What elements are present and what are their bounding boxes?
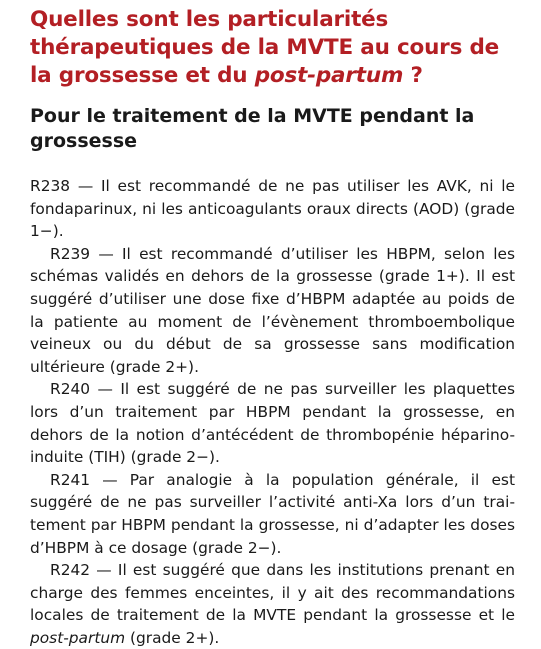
recommendation-text: Il est suggéré que dans les institutions prenant en charge des femmes enceintes, il y ait des recommandations locales de traitement de la MVTE pendant la grossesse et le [30, 561, 515, 625]
recommendation-text: Il est recommandé de ne pas utiliser les AVK, ni le fondaparinux, ni les anticoagulants oraux directs (AOD) (grade 1−). [30, 177, 515, 241]
recommendation-code: R239 [50, 244, 91, 263]
recommendations-body [30, 175, 515, 649]
recommendation-r239 [30, 243, 515, 379]
recommendation-text: Il est suggéré de ne pas surveiller les plaquettes lors d’un traitement par HBPM pendant la grossesse, en dehors de la notion d’antécédent de thrombopénie héparino-induite (TIH) (grade 2−). [30, 380, 515, 467]
recommendation-code: R242 [50, 561, 91, 580]
recommendation-separator: — [102, 470, 118, 489]
recommendation-text: Il est recommandé d’utiliser les HBPM, selon les schémas validés en dehors de la grossesse (grade 1+). Il est suggéré d’utiliser une dose fixe d’HBPM adaptée au poids de la patiente au moment de l’évènement thromboembolique veineux ou du début de sa grossesse sans modification ultérieure (grade 2+). [30, 244, 515, 376]
question-title-text: Quelles sont les particularités thérapeutiques de la MVTE au cours de la grossesse et du [30, 7, 500, 88]
question-title [30, 6, 515, 90]
recommendation-text-end: (grade 2+). [125, 628, 220, 647]
question-title-italic: post-partum [254, 63, 404, 88]
recommendation-separator: — [96, 561, 112, 580]
recommendation-separator: — [98, 244, 114, 263]
recommendation-text-italic: post-partum [30, 628, 126, 647]
recommendation-r238 [30, 175, 515, 243]
recommendation-r241 [30, 469, 515, 559]
recommendation-code: R241 [50, 470, 91, 489]
recommendation-separator: — [97, 380, 113, 399]
recommendation-r242 [30, 559, 515, 649]
section-title: Pour le traitement de la MVTE pendant la grossesse [30, 105, 475, 152]
recommendation-separator: — [77, 177, 94, 195]
recommendation-text: Par analogie à la population générale, il est suggéré de ne pas surveiller l’activité anti-Xa lors d’un traitement par HBPM pendant la grossesse, ni d’adapter les doses d’HBPM à ce dosage (grade 2−). [30, 470, 515, 557]
recommendation-code: R238 [30, 177, 71, 195]
recommendation-code: R240 [50, 380, 91, 399]
question-title-end: ? [403, 63, 423, 88]
recommendation-r240 [30, 378, 515, 468]
